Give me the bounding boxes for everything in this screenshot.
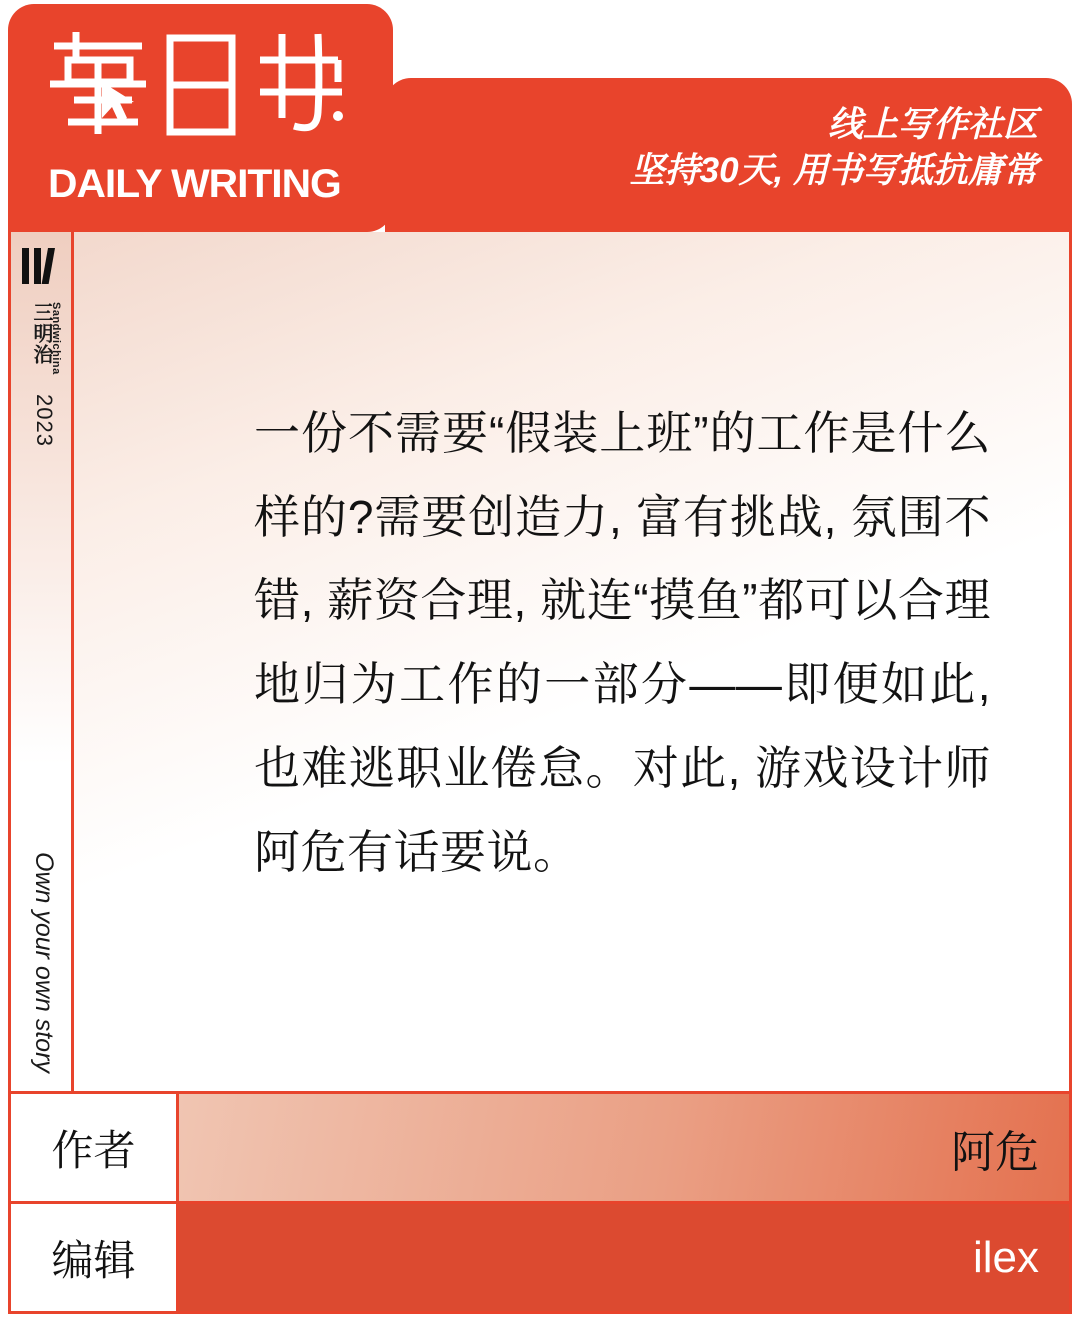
spine-slogan: Own your own story [30,852,58,1073]
daily-writing-cn-logo-icon [46,26,356,144]
credit-value-author: 阿危 [179,1094,1069,1201]
spine-column [11,232,74,1091]
credit-label-editor: 编辑 [11,1204,179,1311]
spine-year: 2023 [32,394,57,447]
credit-label-author: 作者 [11,1094,179,1201]
logo-block [8,4,393,232]
logo-en-text: DAILY WRITING [48,162,341,206]
credits-section [8,1094,1072,1314]
excerpt-text: 一份不需要“假装上班”的工作是什么样的?需要创造力, 富有挑战, 氛围不错, 薪资合理, 就连“摸鱼”都可以合理地归为工作的一部分——即便如此, 也难逃职业倦怠。对此, 游戏设计师阿危有话要说。 [254,407,991,878]
tagline-line-1: 线上写作社区 [827,105,1038,144]
tagline-line-2: 坚持30天, 用书写抵抗庸常 [629,151,1038,191]
body-frame [8,232,1072,1094]
tagline-text [630,102,1038,194]
credit-value-editor: ilex [179,1204,1069,1311]
spine-brand-en: Sandwichina [50,302,62,375]
sandwich-bars-icon [22,248,66,284]
credit-row-editor [8,1204,1072,1314]
excerpt-container [74,232,1069,1091]
spine-brand-cn: 三明治 [30,302,52,365]
credit-row-author [8,1094,1072,1204]
tagline-banner [385,78,1072,232]
